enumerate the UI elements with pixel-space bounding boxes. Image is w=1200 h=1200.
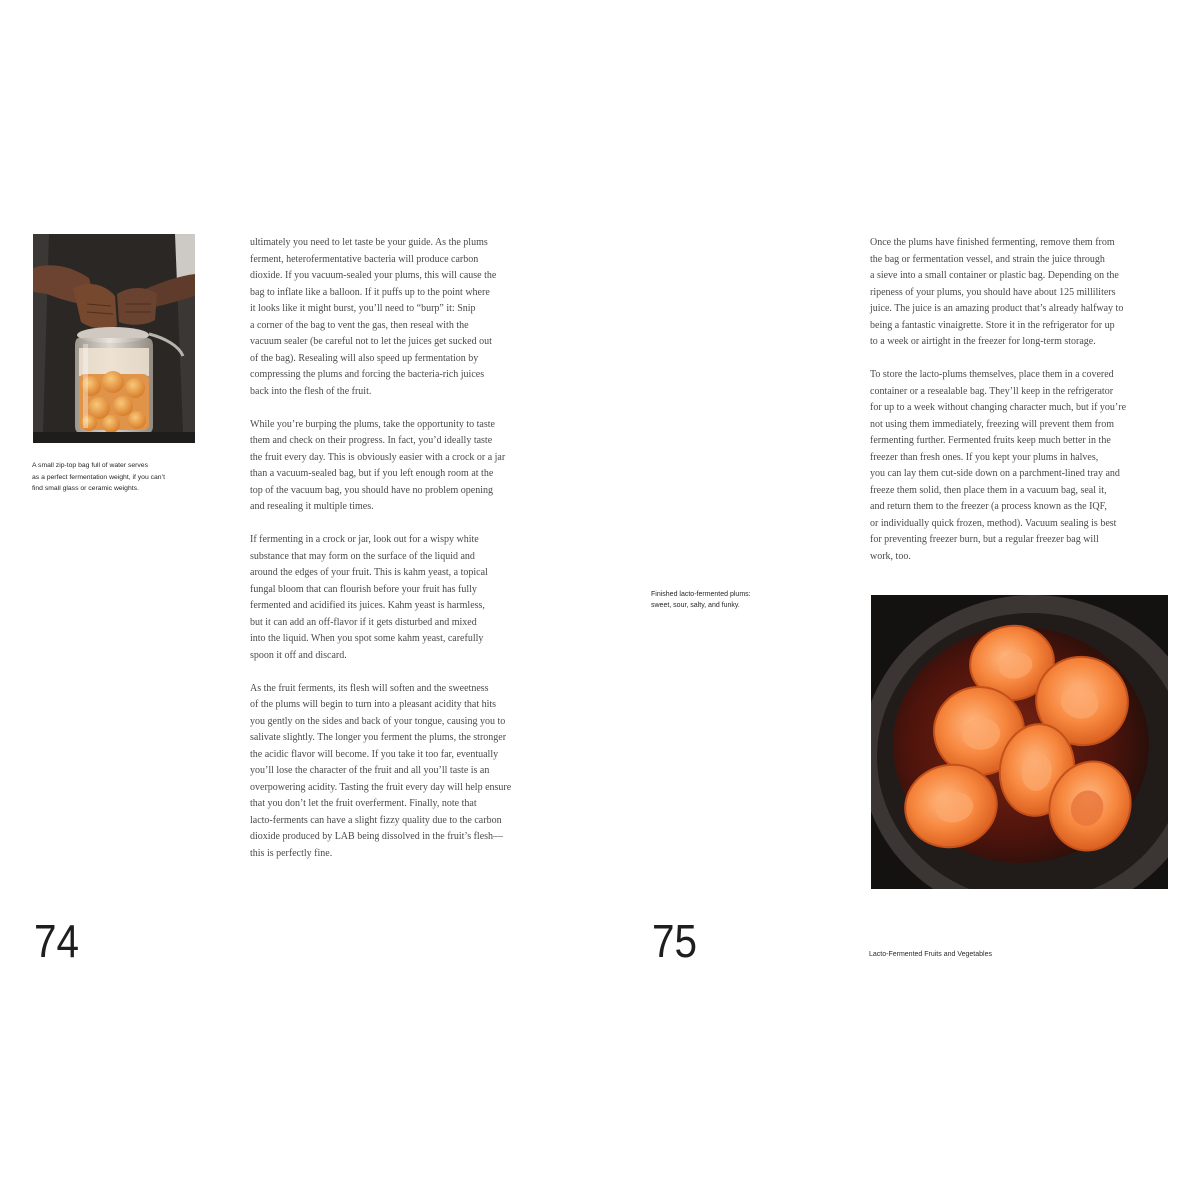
text-line: you can lay them cut-side down on a parchment-lined tray and [870, 468, 1120, 479]
text-line: being a fantastic vinaigrette. Store it in the refrigerator for up [870, 319, 1115, 331]
text-line: bag to inflate like a balloon. If it puffs up to the point where [250, 286, 490, 298]
text-line: top of the vacuum bag, you should have no problem opening [250, 484, 494, 496]
text-line: ferment, heterofermentative bacteria will produce carbon [250, 253, 479, 265]
text-line: vacuum sealer (be careful not to let the juices get sucked out [250, 336, 492, 347]
text-line: lacto-ferments can have a slight fizzy quality due to the carbon [250, 814, 502, 826]
text-line: the bag or fermentation vessel, and strain the juice through [870, 253, 1105, 265]
page-number-right: 75 [652, 915, 698, 967]
text-line: into the liquid. When you spot some kahm yeast, carefully [250, 633, 484, 644]
jar-photo [33, 234, 195, 443]
caption-line: sweet, sour, salty, and funky. [651, 602, 740, 609]
text-line: dioxide. If you vacuum-sealed your plums, this will cause the [250, 270, 497, 281]
text-line: fermenting further. Fermented fruits keep much better in the [870, 435, 1111, 446]
text-line: of the bag). Resealing will also speed up fermentation by [250, 352, 479, 364]
text-line: for up to a week without changing character much, but if you’re [870, 402, 1127, 413]
right-paragraph-2 [870, 367, 1180, 565]
text-line: fermented and acidified its juices. Kahm yeast is harmless, [250, 600, 485, 611]
text-line: you’ll lose the character of the fruit and all you’ll taste is an [250, 765, 490, 776]
left-body-text [250, 235, 560, 862]
left-paragraph-2 [250, 417, 560, 516]
caption-line: Finished lacto-fermented plums: [651, 591, 751, 598]
text-line: spoon it off and discard. [250, 649, 347, 661]
text-line: it looks like it might burst, you’ll need to “burp” it: Snip [250, 303, 476, 314]
table-surface [33, 432, 195, 443]
jar-photo-caption [32, 460, 165, 495]
text-line: you gently on the sides and back of your tongue, causing you to [250, 715, 506, 727]
page-number-left: 74 [34, 915, 80, 967]
text-line: around the edges of your fruit. This is kahm yeast, a topical [250, 567, 488, 578]
text-line: fungal bloom that can flourish before your fruit has fully [250, 583, 477, 595]
text-line: for preventing freezer burn, but a regular freezer bag will [870, 534, 1099, 545]
text-line: ultimately you need to let taste be your guide. As the plums [250, 237, 488, 248]
left-paragraph-1 [250, 235, 560, 400]
text-line: As the fruit ferments, its flesh will soften and the sweetness [250, 682, 489, 694]
text-line: this is perfectly fine. [250, 847, 333, 859]
caption-line: A small zip-top bag full of water serves [32, 462, 148, 469]
text-line: substance that may form on the surface of the liquid and [250, 550, 475, 562]
text-line: compressing the plums and forcing the bacteria-rich juices [250, 369, 485, 380]
caption-line: as a perfect fermentation weight, if you can’t [32, 473, 165, 481]
right-hand [117, 288, 157, 325]
right-paragraph-1 [870, 235, 1180, 351]
text-line: Once the plums have finished fermenting, remove them from [870, 237, 1115, 248]
text-line: but it can add an off-flavor if it gets disturbed and mixed [250, 616, 477, 628]
text-line: to a week or airtight in the freezer for long-term storage. [870, 336, 1096, 347]
text-line: container or a resealable bag. They’ll keep in the refrigerator [870, 385, 1114, 397]
text-line: To store the lacto-plums themselves, place them in a covered [870, 369, 1114, 380]
text-line: the acidic flavor will become. If you take it too far, eventually [250, 748, 499, 760]
text-line: freezer than fresh ones. If you kept your plums in halves, [870, 451, 1099, 463]
text-line: not using them immediately, freezing will prevent them from [870, 418, 1115, 430]
text-line: If fermenting in a crock or jar, look out for a wispy white [250, 534, 479, 545]
text-line: or individually quick frozen, method). Vacuum sealing is best [870, 517, 1117, 529]
text-line: and return them to the freezer (a process known as the IQF, [870, 501, 1107, 512]
text-line: juice. The juice is an amazing product that’s already halfway to [870, 303, 1124, 314]
text-line: While you’re burping the plums, take the opportunity to taste [250, 418, 495, 430]
left-paragraph-3 [250, 532, 560, 664]
text-line: them and check on their progress. In fact, you’d ideally taste [250, 435, 493, 446]
text-line: ripeness of your plums, you should have about 125 milliliters [870, 286, 1116, 298]
text-line: freeze them solid, then place them in a vacuum bag, seal it, [870, 484, 1107, 496]
text-line: dioxide produced by LAB being dissolved in the fruit’s flesh— [250, 831, 504, 842]
text-line: of the plums will begin to turn into a pleasant acidity that hits [250, 699, 497, 710]
caption-line: find small glass or ceramic weights. [32, 485, 139, 492]
text-line: the fruit every day. This is obviously easier with a crock or a jar [250, 451, 506, 463]
text-line: a corner of the bag to vent the gas, then reseal with the [250, 319, 469, 331]
text-line: a sieve into a small container or plastic bag. Depending on the [870, 270, 1119, 281]
right-body-text [870, 235, 1180, 565]
text-line: that you don’t let the fruit overferment. Finally, note that [250, 798, 477, 809]
text-line: and resealing it multiple times. [250, 501, 374, 512]
text-line: salivate slightly. The longer you ferment the plums, the stronger [250, 732, 507, 743]
text-line: overpowering acidity. Tasting the fruit every day will help ensure [250, 781, 512, 793]
fermented-plums-photo [871, 595, 1168, 889]
plums-photo-caption [651, 589, 751, 611]
text-line: work, too. [870, 550, 911, 562]
running-footer: Lacto-Fermented Fruits and Vegetables [869, 951, 992, 958]
text-line: back into the flesh of the fruit. [250, 385, 372, 397]
left-paragraph-4 [250, 681, 560, 863]
text-line: than a vacuum-sealed bag, but if you left enough room at the [250, 468, 494, 479]
